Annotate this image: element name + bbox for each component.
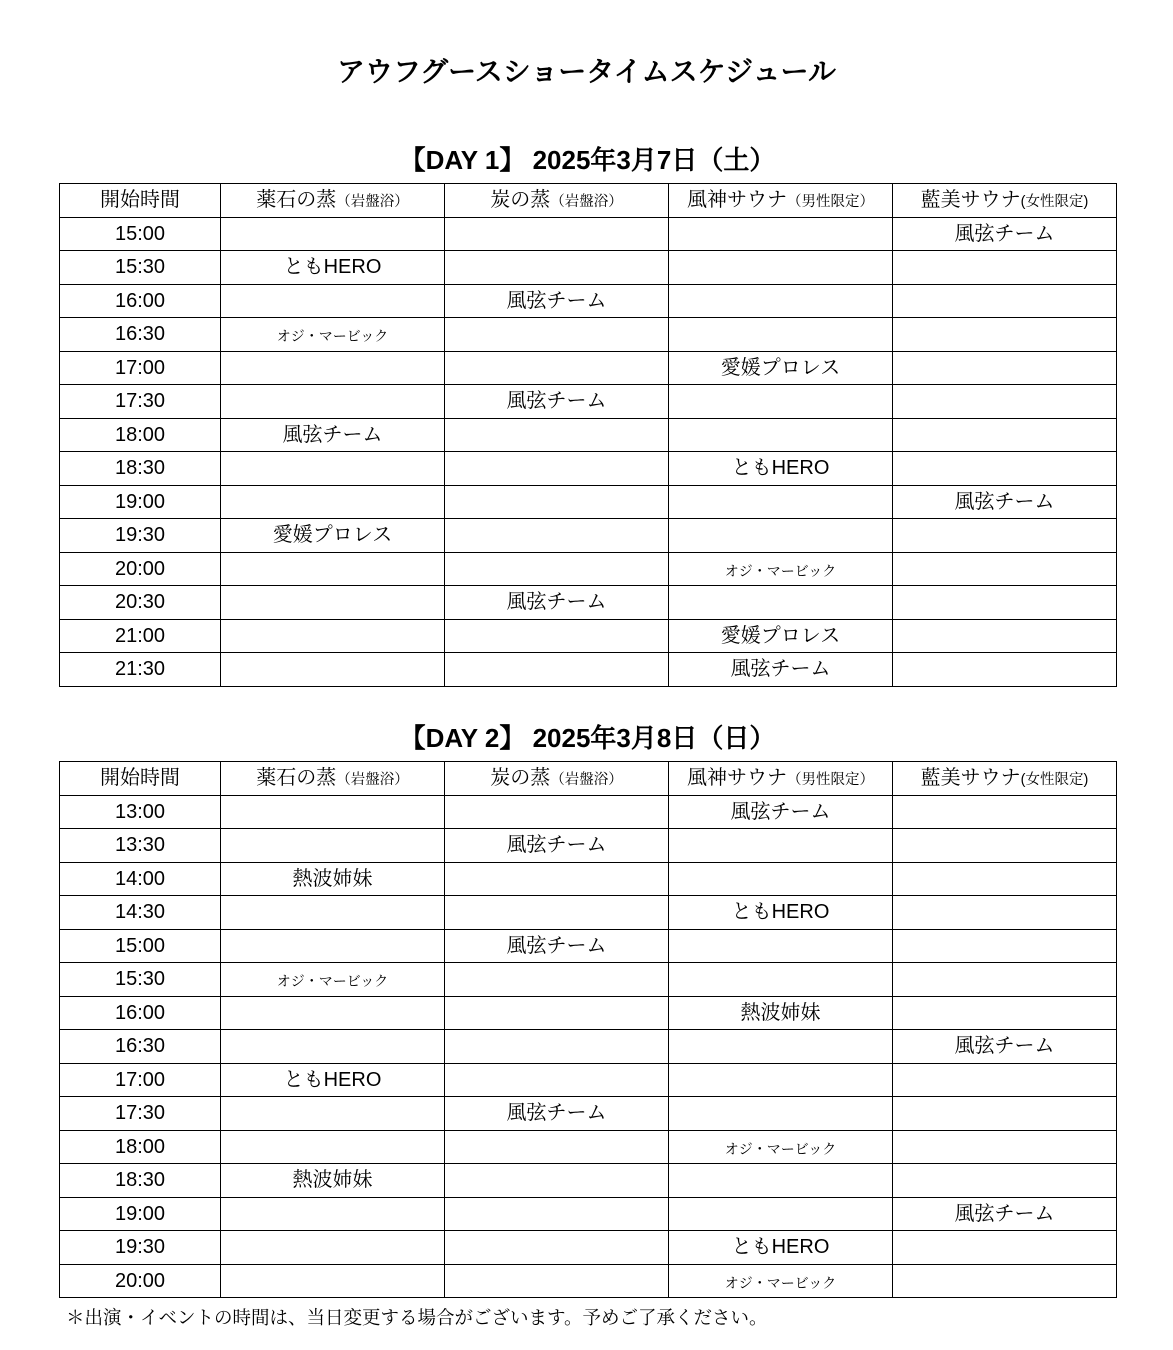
performer-cell-sumi-no-mushi xyxy=(445,1264,669,1298)
performer-cell-aimi-sauna xyxy=(893,795,1117,829)
performer-cell-aimi-sauna xyxy=(893,653,1117,687)
performer-cell-aimi-sauna xyxy=(893,284,1117,318)
performer-cell-yakuseki-no-mushi xyxy=(221,795,445,829)
performer-cell-yakuseki-no-mushi: ともHERO xyxy=(221,1063,445,1097)
footnote: ＊出演・イベントの時間は、当日変更する場合がございます。予めご了承ください。 xyxy=(66,1307,768,1328)
start-time-cell: 14:00 xyxy=(60,862,221,896)
column-header-aimi-sauna xyxy=(893,184,1117,218)
start-time-cell: 20:00 xyxy=(60,1264,221,1298)
performer-cell-yakuseki-no-mushi xyxy=(221,653,445,687)
performer-cell-fujin-sauna xyxy=(669,1197,893,1231)
column-header-label: 風神サウナ xyxy=(687,189,787,212)
start-time-cell: 21:00 xyxy=(60,619,221,653)
column-header-fujin-sauna xyxy=(669,184,893,218)
start-time-cell: 17:00 xyxy=(60,1063,221,1097)
column-header-label: 開始時間 xyxy=(100,189,180,212)
performer-cell-fujin-sauna xyxy=(669,1097,893,1131)
column-header-note: (女性限定) xyxy=(1020,772,1089,789)
start-time-cell: 16:00 xyxy=(60,996,221,1030)
performer-cell-sumi-no-mushi xyxy=(445,552,669,586)
column-header-note: （岩盤浴） xyxy=(336,772,409,789)
start-time-cell: 18:30 xyxy=(60,452,221,486)
header-row xyxy=(60,184,1117,218)
performer-cell-sumi-no-mushi xyxy=(445,1130,669,1164)
performer-cell-sumi-no-mushi xyxy=(445,251,669,285)
column-header-start-time xyxy=(60,184,221,218)
performer-cell-yakuseki-no-mushi xyxy=(221,552,445,586)
start-time-cell: 19:30 xyxy=(60,519,221,553)
schedule-row xyxy=(60,251,1117,285)
performer-cell-yakuseki-no-mushi xyxy=(221,896,445,930)
performer-cell-fujin-sauna xyxy=(669,385,893,419)
performer-cell-fujin-sauna xyxy=(669,1030,893,1064)
performer-cell-sumi-no-mushi xyxy=(445,418,669,452)
performer-cell-sumi-no-mushi: 風弦チーム xyxy=(445,385,669,419)
performer-cell-aimi-sauna xyxy=(893,1164,1117,1198)
performer-cell-fujin-sauna: 愛媛プロレス xyxy=(669,351,893,385)
performer-cell-aimi-sauna xyxy=(893,385,1117,419)
start-time-cell: 17:30 xyxy=(60,1097,221,1131)
performer-cell-aimi-sauna xyxy=(893,996,1117,1030)
performer-cell-yakuseki-no-mushi xyxy=(221,829,445,863)
performer-cell-sumi-no-mushi xyxy=(445,896,669,930)
performer-cell-aimi-sauna xyxy=(893,418,1117,452)
day-2-section xyxy=(59,720,1116,1298)
performer-cell-sumi-no-mushi: 風弦チーム xyxy=(445,284,669,318)
performer-cell-aimi-sauna xyxy=(893,1130,1117,1164)
performer-cell-fujin-sauna xyxy=(669,217,893,251)
column-header-note: （岩盤浴） xyxy=(550,194,623,211)
performer-cell-fujin-sauna xyxy=(669,963,893,997)
performer-cell-fujin-sauna xyxy=(669,318,893,352)
start-time-cell: 18:00 xyxy=(60,418,221,452)
performer-cell-fujin-sauna xyxy=(669,251,893,285)
performer-cell-sumi-no-mushi xyxy=(445,318,669,352)
performer-cell-yakuseki-no-mushi: ともHERO xyxy=(221,251,445,285)
start-time-cell: 18:30 xyxy=(60,1164,221,1198)
performer-cell-yakuseki-no-mushi xyxy=(221,1264,445,1298)
page-title: アウフグースショータイムスケジュール xyxy=(337,56,836,87)
performer-cell-sumi-no-mushi: 風弦チーム xyxy=(445,1097,669,1131)
schedule-row xyxy=(60,929,1117,963)
performer-cell-sumi-no-mushi xyxy=(445,1030,669,1064)
performer-cell-yakuseki-no-mushi: オジ・マービック xyxy=(221,963,445,997)
schedule-row xyxy=(60,1097,1117,1131)
performer-cell-aimi-sauna xyxy=(893,1097,1117,1131)
performer-cell-yakuseki-no-mushi xyxy=(221,351,445,385)
performer-cell-yakuseki-no-mushi xyxy=(221,217,445,251)
schedule-row xyxy=(60,1264,1117,1298)
performer-cell-sumi-no-mushi xyxy=(445,1197,669,1231)
start-time-cell: 15:00 xyxy=(60,217,221,251)
performer-cell-fujin-sauna: オジ・マービック xyxy=(669,552,893,586)
schedule-row xyxy=(60,418,1117,452)
performer-cell-sumi-no-mushi xyxy=(445,996,669,1030)
start-time-cell: 13:00 xyxy=(60,795,221,829)
performer-cell-yakuseki-no-mushi: 熱波姉妹 xyxy=(221,1164,445,1198)
schedule-row xyxy=(60,452,1117,486)
schedule-row xyxy=(60,619,1117,653)
performer-cell-fujin-sauna: ともHERO xyxy=(669,896,893,930)
performer-cell-aimi-sauna xyxy=(893,318,1117,352)
schedule-row xyxy=(60,519,1117,553)
schedule-row xyxy=(60,1197,1117,1231)
schedule-row xyxy=(60,1164,1117,1198)
start-time-cell: 15:30 xyxy=(60,963,221,997)
performer-cell-fujin-sauna: オジ・マービック xyxy=(669,1130,893,1164)
performer-cell-fujin-sauna: オジ・マービック xyxy=(669,1264,893,1298)
performer-cell-yakuseki-no-mushi xyxy=(221,284,445,318)
performer-cell-aimi-sauna xyxy=(893,619,1117,653)
table-body xyxy=(60,217,1117,686)
performer-cell-sumi-no-mushi xyxy=(445,1063,669,1097)
schedule-row xyxy=(60,795,1117,829)
performer-cell-sumi-no-mushi xyxy=(445,1164,669,1198)
column-header-sumi-no-mushi xyxy=(445,762,669,796)
performer-cell-fujin-sauna: 風弦チーム xyxy=(669,653,893,687)
start-time-cell: 17:00 xyxy=(60,351,221,385)
performer-cell-yakuseki-no-mushi xyxy=(221,385,445,419)
schedule-row xyxy=(60,351,1117,385)
performer-cell-fujin-sauna: 風弦チーム xyxy=(669,795,893,829)
column-header-label: 炭の蒸 xyxy=(490,189,551,212)
performer-cell-sumi-no-mushi xyxy=(445,217,669,251)
schedule-row xyxy=(60,963,1117,997)
table-body xyxy=(60,795,1117,1298)
start-time-cell: 15:30 xyxy=(60,251,221,285)
performer-cell-fujin-sauna xyxy=(669,1164,893,1198)
performer-cell-aimi-sauna: 風弦チーム xyxy=(893,485,1117,519)
performer-cell-aimi-sauna: 風弦チーム xyxy=(893,1030,1117,1064)
performer-cell-aimi-sauna xyxy=(893,896,1117,930)
table-header xyxy=(60,184,1117,218)
performer-cell-fujin-sauna xyxy=(669,829,893,863)
start-time-cell: 13:30 xyxy=(60,829,221,863)
performer-cell-fujin-sauna: 熱波姉妹 xyxy=(669,996,893,1030)
column-header-aimi-sauna xyxy=(893,762,1117,796)
schedule-row xyxy=(60,318,1117,352)
performer-cell-fujin-sauna: 愛媛プロレス xyxy=(669,619,893,653)
performer-cell-yakuseki-no-mushi xyxy=(221,485,445,519)
performer-cell-yakuseki-no-mushi: 熱波姉妹 xyxy=(221,862,445,896)
schedule-row xyxy=(60,1063,1117,1097)
day-heading: 【DAY 2】 2025年3月8日（日） xyxy=(399,723,776,753)
performer-cell-fujin-sauna: ともHERO xyxy=(669,1231,893,1265)
performer-cell-fujin-sauna xyxy=(669,586,893,620)
start-time-cell: 20:00 xyxy=(60,552,221,586)
column-header-fujin-sauna xyxy=(669,762,893,796)
performer-cell-aimi-sauna xyxy=(893,519,1117,553)
performer-cell-aimi-sauna xyxy=(893,251,1117,285)
performer-cell-aimi-sauna xyxy=(893,829,1117,863)
performer-cell-sumi-no-mushi xyxy=(445,519,669,553)
performer-cell-sumi-no-mushi: 風弦チーム xyxy=(445,829,669,863)
column-header-sumi-no-mushi xyxy=(445,184,669,218)
schedule-row xyxy=(60,1130,1117,1164)
performer-cell-aimi-sauna xyxy=(893,1264,1117,1298)
performer-cell-aimi-sauna xyxy=(893,552,1117,586)
performer-cell-aimi-sauna xyxy=(893,452,1117,486)
column-header-yakuseki-no-mushi xyxy=(221,184,445,218)
schedule-table xyxy=(59,183,1117,687)
performer-cell-yakuseki-no-mushi xyxy=(221,929,445,963)
column-header-label: 風神サウナ xyxy=(687,767,787,790)
start-time-cell: 16:00 xyxy=(60,284,221,318)
column-header-note: （男性限定） xyxy=(787,772,874,789)
performer-cell-aimi-sauna xyxy=(893,1231,1117,1265)
column-header-label: 薬石の蒸 xyxy=(256,767,337,790)
schedule-table xyxy=(59,761,1117,1298)
start-time-cell: 16:30 xyxy=(60,1030,221,1064)
column-header-label: 藍美サウナ xyxy=(920,189,1021,212)
column-header-label: 開始時間 xyxy=(100,767,180,790)
column-header-note: （岩盤浴） xyxy=(550,772,623,789)
column-header-label: 藍美サウナ xyxy=(920,767,1021,790)
performer-cell-aimi-sauna xyxy=(893,586,1117,620)
performer-cell-sumi-no-mushi xyxy=(445,1231,669,1265)
column-header-note: （岩盤浴） xyxy=(336,194,409,211)
start-time-cell: 16:30 xyxy=(60,318,221,352)
start-time-cell: 18:00 xyxy=(60,1130,221,1164)
start-time-cell: 20:30 xyxy=(60,586,221,620)
column-header-start-time xyxy=(60,762,221,796)
header-row xyxy=(60,762,1117,796)
performer-cell-aimi-sauna: 風弦チーム xyxy=(893,217,1117,251)
performer-cell-yakuseki-no-mushi xyxy=(221,996,445,1030)
performer-cell-fujin-sauna xyxy=(669,284,893,318)
day-1-section xyxy=(59,142,1116,687)
performer-cell-sumi-no-mushi xyxy=(445,963,669,997)
performer-cell-yakuseki-no-mushi: 愛媛プロレス xyxy=(221,519,445,553)
performer-cell-aimi-sauna xyxy=(893,1063,1117,1097)
start-time-cell: 19:30 xyxy=(60,1231,221,1265)
start-time-cell: 17:30 xyxy=(60,385,221,419)
performer-cell-yakuseki-no-mushi xyxy=(221,452,445,486)
performer-cell-sumi-no-mushi xyxy=(445,485,669,519)
day-heading: 【DAY 1】 2025年3月7日（土） xyxy=(399,145,776,175)
start-time-cell: 19:00 xyxy=(60,485,221,519)
performer-cell-sumi-no-mushi xyxy=(445,351,669,385)
column-header-note: (女性限定) xyxy=(1020,194,1089,211)
schedule-row xyxy=(60,996,1117,1030)
column-header-yakuseki-no-mushi xyxy=(221,762,445,796)
performer-cell-sumi-no-mushi: 風弦チーム xyxy=(445,929,669,963)
schedule-row xyxy=(60,586,1117,620)
schedule-row xyxy=(60,284,1117,318)
schedule-row xyxy=(60,385,1117,419)
performer-cell-fujin-sauna xyxy=(669,519,893,553)
performer-cell-aimi-sauna xyxy=(893,862,1117,896)
performer-cell-sumi-no-mushi: 風弦チーム xyxy=(445,586,669,620)
schedule-row xyxy=(60,829,1117,863)
start-time-cell: 14:30 xyxy=(60,896,221,930)
performer-cell-yakuseki-no-mushi: オジ・マービック xyxy=(221,318,445,352)
schedule-row xyxy=(60,552,1117,586)
column-header-note: （男性限定） xyxy=(787,194,874,211)
performer-cell-aimi-sauna xyxy=(893,351,1117,385)
performer-cell-aimi-sauna xyxy=(893,929,1117,963)
performer-cell-sumi-no-mushi xyxy=(445,452,669,486)
schedule-row xyxy=(60,1231,1117,1265)
schedule-row xyxy=(60,653,1117,687)
schedule-row xyxy=(60,896,1117,930)
schedule-row xyxy=(60,485,1117,519)
performer-cell-sumi-no-mushi xyxy=(445,795,669,829)
performer-cell-yakuseki-no-mushi xyxy=(221,1231,445,1265)
performer-cell-sumi-no-mushi xyxy=(445,619,669,653)
performer-cell-yakuseki-no-mushi xyxy=(221,1097,445,1131)
performer-cell-sumi-no-mushi xyxy=(445,862,669,896)
performer-cell-yakuseki-no-mushi xyxy=(221,1030,445,1064)
performer-cell-yakuseki-no-mushi xyxy=(221,586,445,620)
schedule-row xyxy=(60,1030,1117,1064)
performer-cell-sumi-no-mushi xyxy=(445,653,669,687)
schedule-row xyxy=(60,217,1117,251)
performer-cell-yakuseki-no-mushi: 風弦チーム xyxy=(221,418,445,452)
performer-cell-aimi-sauna: 風弦チーム xyxy=(893,1197,1117,1231)
performer-cell-fujin-sauna xyxy=(669,929,893,963)
column-header-label: 薬石の蒸 xyxy=(256,189,337,212)
performer-cell-yakuseki-no-mushi xyxy=(221,1130,445,1164)
performer-cell-fujin-sauna xyxy=(669,862,893,896)
start-time-cell: 21:30 xyxy=(60,653,221,687)
performer-cell-fujin-sauna xyxy=(669,485,893,519)
performer-cell-fujin-sauna xyxy=(669,1063,893,1097)
column-header-label: 炭の蒸 xyxy=(490,767,551,790)
performer-cell-yakuseki-no-mushi xyxy=(221,619,445,653)
performer-cell-yakuseki-no-mushi xyxy=(221,1197,445,1231)
start-time-cell: 15:00 xyxy=(60,929,221,963)
start-time-cell: 19:00 xyxy=(60,1197,221,1231)
schedule-row xyxy=(60,862,1117,896)
performer-cell-aimi-sauna xyxy=(893,963,1117,997)
performer-cell-fujin-sauna: ともHERO xyxy=(669,452,893,486)
performer-cell-fujin-sauna xyxy=(669,418,893,452)
table-header xyxy=(60,762,1117,796)
